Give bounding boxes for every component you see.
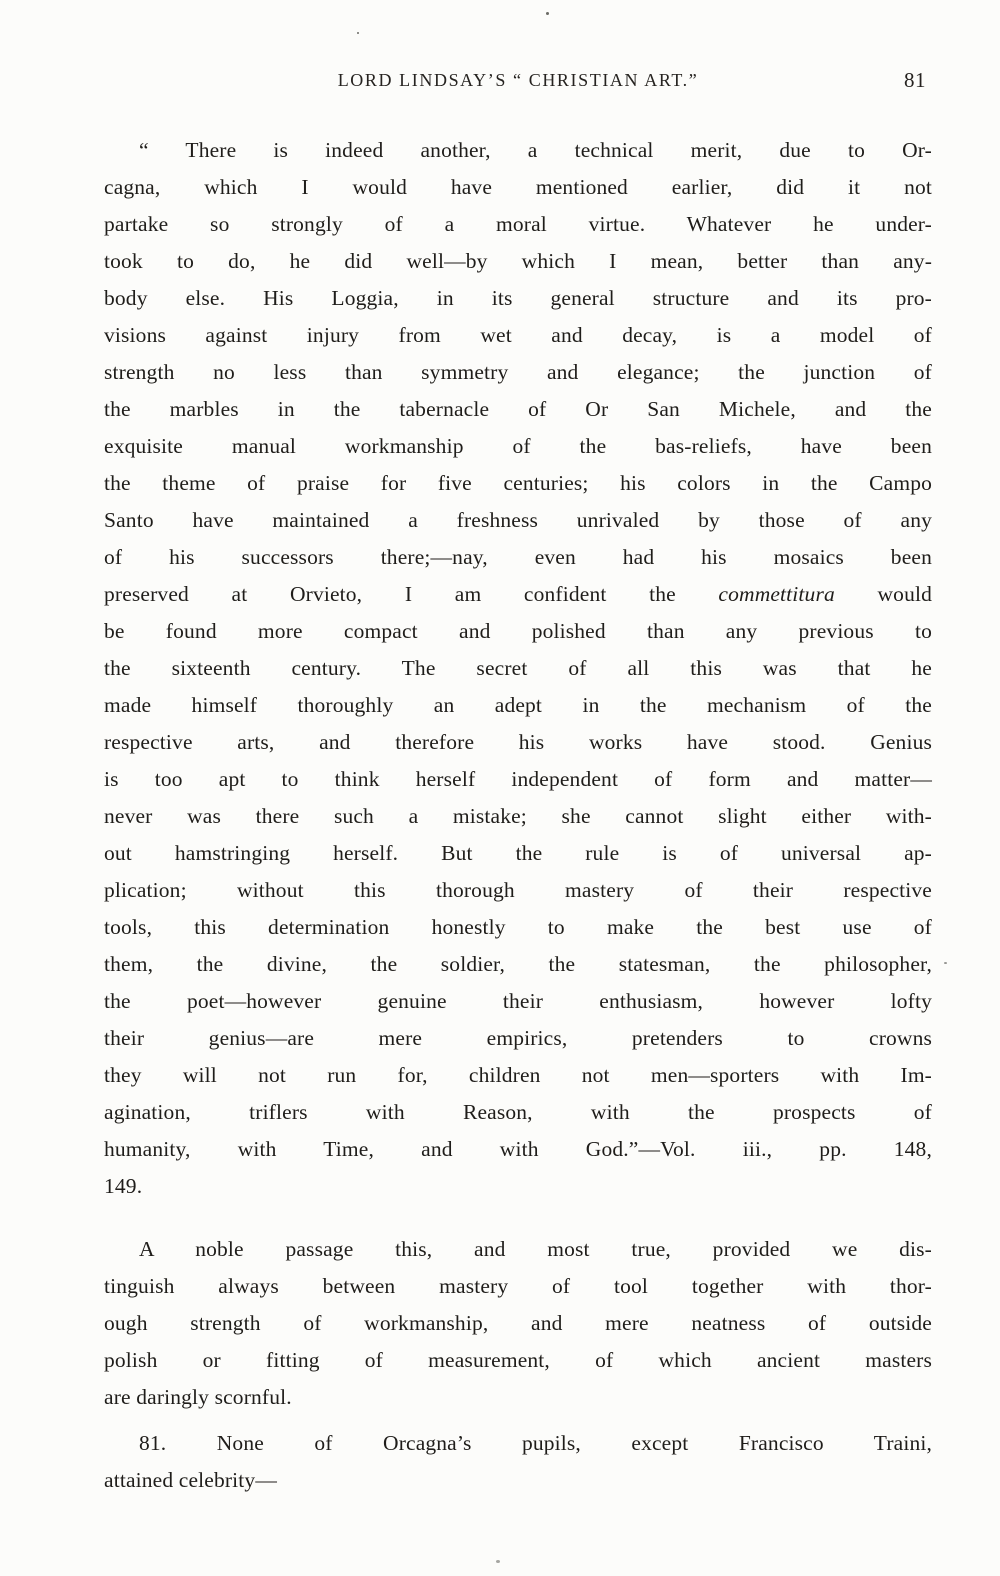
text-line — [104, 1379, 932, 1416]
text-line — [104, 613, 932, 650]
text-line — [104, 1168, 932, 1205]
text-line — [104, 983, 932, 1020]
text-line — [104, 206, 932, 243]
text-segment: took to do, he did well—by which I mean, better than any- — [104, 249, 932, 273]
text-segment: them, the divine, the soldier, the statesman, the philosopher, — [104, 952, 932, 976]
text-segment: visions against injury from wet and decay, is a model of — [104, 323, 932, 347]
text-segment: 149. — [104, 1174, 143, 1198]
text-line — [104, 576, 932, 613]
text-line — [104, 1094, 932, 1131]
text-segment: attained celebrity— — [104, 1468, 277, 1492]
text-segment: never was there such a mistake; she cannot slight either with- — [104, 804, 932, 828]
text-line — [104, 1020, 932, 1057]
text-segment: exquisite manual workmanship of the bas-reliefs, have been — [104, 434, 932, 458]
text-segment: of his successors there;—nay, even had his mosaics been — [104, 545, 932, 569]
text-line — [104, 835, 932, 872]
text-segment: ough strength of workmanship, and mere neatness of outside — [104, 1311, 932, 1335]
text-line — [104, 1231, 932, 1268]
scan-speck — [546, 12, 549, 15]
text-line — [104, 1057, 932, 1094]
text-segment: Santo have maintained a freshness unrivaled by those of any — [104, 508, 932, 532]
text-line — [104, 909, 932, 946]
italic-text-segment: commettitura — [718, 582, 835, 606]
text-segment: made himself thoroughly an adept in the mechanism of the — [104, 693, 932, 717]
text-segment: preserved at Orvieto, I am confident the — [104, 582, 719, 606]
text-segment: the theme of praise for five centuries; his colors in the Campo — [104, 471, 932, 495]
text-line — [104, 798, 932, 835]
text-line — [104, 243, 932, 280]
text-segment: would — [834, 582, 932, 606]
text-segment: cagna, which I would have mentioned earlier, did it not — [104, 175, 932, 199]
text-line — [104, 946, 932, 983]
text-line — [104, 428, 932, 465]
text-line — [104, 761, 932, 798]
text-line — [104, 539, 932, 576]
commentary-paragraph — [104, 1231, 932, 1416]
text-line — [104, 132, 932, 169]
text-segment: A noble passage this, and most true, provided we dis- — [139, 1237, 932, 1261]
text-line — [104, 169, 932, 206]
text-line — [104, 280, 932, 317]
text-line — [104, 465, 932, 502]
text-segment: strength no less than symmetry and elegance; the junction of — [104, 360, 932, 384]
text-segment: the sixteenth century. The secret of all this was that he — [104, 656, 932, 680]
scan-speck — [944, 962, 947, 964]
text-line — [104, 502, 932, 539]
text-line — [104, 354, 932, 391]
text-line — [104, 1305, 932, 1342]
text-segment: their genius—are mere empirics, pretenders to crowns — [104, 1026, 932, 1050]
text-segment: agination, triflers with Reason, with the prospects of — [104, 1100, 932, 1124]
text-segment: tools, this determination honestly to make the best use of — [104, 915, 932, 939]
text-segment: body else. His Loggia, in its general structure and its pro- — [104, 286, 932, 310]
text-segment: plication; without this thorough mastery of their respective — [104, 878, 932, 902]
text-segment: “ There is indeed another, a technical merit, due to Or- — [139, 138, 932, 162]
text-segment: polish or fitting of measurement, of which ancient masters — [104, 1348, 932, 1372]
text-line — [104, 650, 932, 687]
section-81-paragraph — [104, 1425, 932, 1499]
text-segment: out hamstringing herself. But the rule is of universal ap- — [104, 841, 932, 865]
text-line — [104, 687, 932, 724]
page-number: 81 — [904, 68, 926, 92]
text-segment: the poet—however genuine their enthusiasm, however lofty — [104, 989, 932, 1013]
text-line — [104, 1342, 932, 1379]
text-segment: be found more compact and polished than any previous to — [104, 619, 932, 643]
text-segment: tinguish always between mastery of tool together with thor- — [104, 1274, 932, 1298]
text-segment: respective arts, and therefore his works have stood. Genius — [104, 730, 932, 754]
text-line — [104, 1425, 932, 1462]
quoted-passage — [104, 132, 932, 1205]
header-title: LORD LINDSAY’S “ CHRISTIAN ART.” — [337, 70, 699, 90]
text-line — [104, 1462, 932, 1499]
text-column — [104, 70, 932, 1499]
text-line — [104, 724, 932, 761]
text-segment: they will not run for, children not men—sporters with Im- — [104, 1063, 932, 1087]
text-segment: are daringly scornful. — [104, 1385, 292, 1409]
text-segment: partake so strongly of a moral virtue. Whatever he under- — [104, 212, 932, 236]
text-line — [104, 872, 932, 909]
text-line — [104, 1268, 932, 1305]
text-segment: 81. None of Orcagna’s pupils, except Francisco Traini, — [139, 1431, 932, 1455]
text-line — [104, 317, 932, 354]
text-segment: humanity, with Time, and with God.”—Vol. iii., pp. 148, — [104, 1137, 932, 1161]
scan-speck — [357, 32, 359, 34]
text-segment: is too apt to think herself independent of form and matter— — [104, 767, 932, 791]
running-header — [104, 70, 932, 96]
page-body — [104, 132, 932, 1499]
text-line — [104, 1131, 932, 1168]
scan-speck — [496, 1560, 500, 1563]
text-segment: the marbles in the tabernacle of Or San Michele, and the — [104, 397, 932, 421]
text-line — [104, 391, 932, 428]
